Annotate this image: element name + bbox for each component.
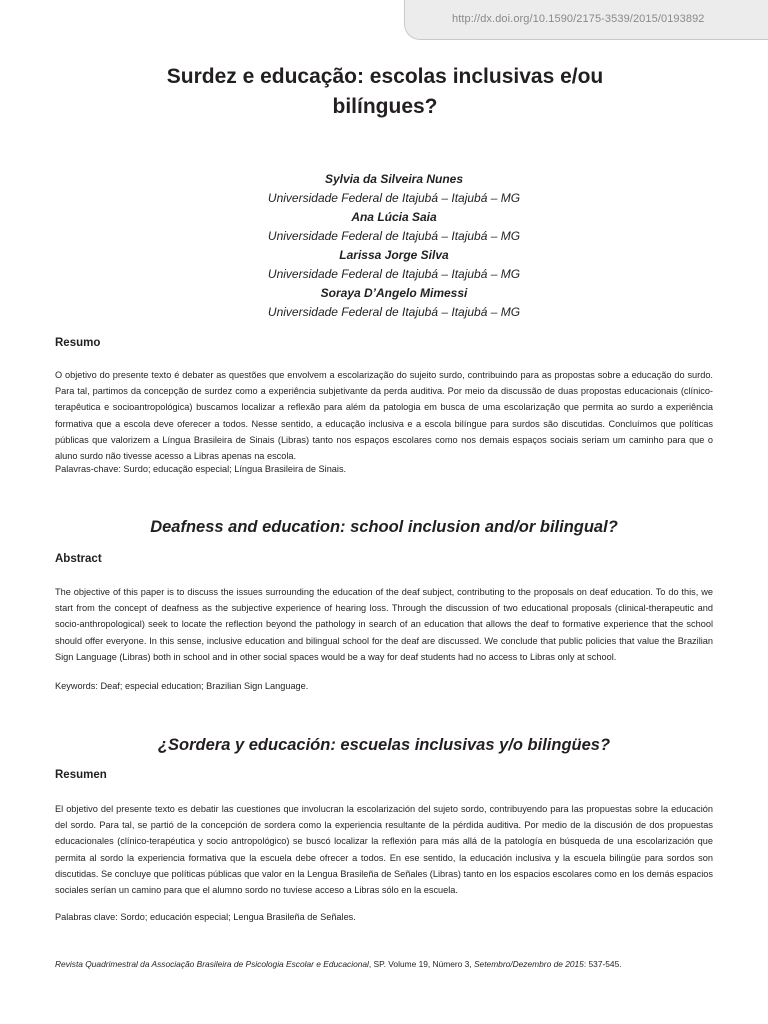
spanish-title: ¿Sordera y educación: escuelas inclusivas y/o bilingües? bbox=[157, 736, 611, 754]
footer-journal: Revista Quadrimestral da Associação Brasileira de Psicologia Escolar e Educacional bbox=[55, 959, 369, 969]
author-affiliation: Universidade Federal de Itajubá – Itajubá – MG bbox=[267, 229, 521, 243]
resumo-text: O objetivo do presente texto é debater as questões que envolvem a escolarização do sujeito surdo, contribuindo para as propostas sobre a educação do surdo. Para tal, partimos da concepção de surdez como a experiência subjetivante da perda auditiva. Por meio da discussão de duas propostas educacionais (clínico-terapêutica e socioantropológica) buscamos localizar a reflexão para além da patologia em busca de uma escolarização que permita ao surdo a experiência formativa que a escola deve oferecer a todos. Nesse sentido, a educação inclusiva e a escola bilíngue para surdos são discutidas. Concluímos que políticas públicas que valorizem a Língua Brasileira de Sinais (Libras) tanto nos espaços escolares como nos demais espaços sociais seriam um caminho para que o aluno surdo não tivesse acesso a Libras apenas na escola. bbox=[55, 370, 713, 462]
resumen-text: El objetivo del presente texto es debatir las cuestiones que involucran la escolarización del sujeto sordo, contribuyendo para las propuestas sobre la educación del sordo. Para tal, se partió de la concepción de sordera como la experiencia resultante de la pérdida auditiva. Por medio de la discusión de dos propuestas educacionales (clínico-terapéutica y socio antropológico) se buscó localizar la reflexión para más allá de la patología en búsqueda de una escolarización que permita al sordo la experiencia formativa que la escuela debe ofrecer a todos. En ese sentido, la educación inclusiva y la escuela bilingüe para sordos son discutidas. Se concluye que políticas públicas que valor en la Lengua Brasileña de Señales (Libras) tanto en los espacios escolares como en los demás espacios sociales serían un camino para que el alumno sordo no tuviese acceso a Libras sólo en la escuela. bbox=[55, 804, 713, 896]
author-affiliation: Universidade Federal de Itajubá – Itajubá – MG bbox=[267, 267, 521, 281]
resumo-heading: Resumo bbox=[55, 337, 101, 349]
author-affiliation: Universidade Federal de Itajubá – Itajubá – MG bbox=[267, 305, 521, 319]
english-title: Deafness and education: school inclusion and/or bilingual? bbox=[150, 518, 618, 536]
abstract-text: The objective of this paper is to discuss the issues surrounding the education of the deaf subject, contributing to the proposals on deaf education. To do this, we start from the concept of deafness as the subjective experience of hearing loss. Through the discussion of two educational proposals (clinical-therapeutic and socio-anthropological) seek to locate the reflection beyond the pathology in search of an education that allows the deaf to formative experience that the school should offer everyone. In this sense, inclusive education and bilingual school for the deaf are discussed. We conclude that public policies that value the Brazilian Sign Language (Libras) both in school and in other social spaces would be a way for deaf students had no access to Libras only at school. bbox=[55, 587, 713, 662]
title-line-2: bilíngues? bbox=[332, 95, 438, 118]
resumen-keywords: Palabras clave: Sordo; educación especial; Lengua Brasileña de Señales. bbox=[55, 912, 356, 922]
article-title bbox=[90, 62, 680, 122]
author-name: Ana Lúcia Saia bbox=[351, 210, 437, 224]
title-line-1: Surdez e educação: escolas inclusivas e/ou bbox=[166, 65, 604, 88]
author-name: Soraya D’Angelo Mimessi bbox=[320, 286, 468, 300]
footer-location: , SP. Volume 19, Número 3, bbox=[368, 959, 474, 969]
abstract-heading: Abstract bbox=[55, 553, 102, 565]
resumen-heading: Resumen bbox=[55, 769, 107, 781]
doi-link[interactable]: http://dx.doi.org/10.1590/2175-3539/2015/0193892 bbox=[452, 13, 705, 25]
author-affiliation: Universidade Federal de Itajubá – Itajubá – MG bbox=[267, 191, 521, 205]
resumo-keywords: Palavras-chave: Surdo; educação especial; Língua Brasileira de Sinais. bbox=[55, 464, 347, 474]
author-list bbox=[0, 170, 768, 322]
footer-date: Setembro/Dezembro de 2015 bbox=[473, 959, 584, 969]
footer-pages: : 537-545. bbox=[583, 959, 622, 969]
abstract-keywords: Keywords: Deaf; especial education; Brazilian Sign Language. bbox=[55, 681, 309, 691]
author-name: Sylvia da Silveira Nunes bbox=[324, 172, 464, 186]
author-name: Larissa Jorge Silva bbox=[339, 248, 449, 262]
page-footer bbox=[55, 959, 735, 969]
